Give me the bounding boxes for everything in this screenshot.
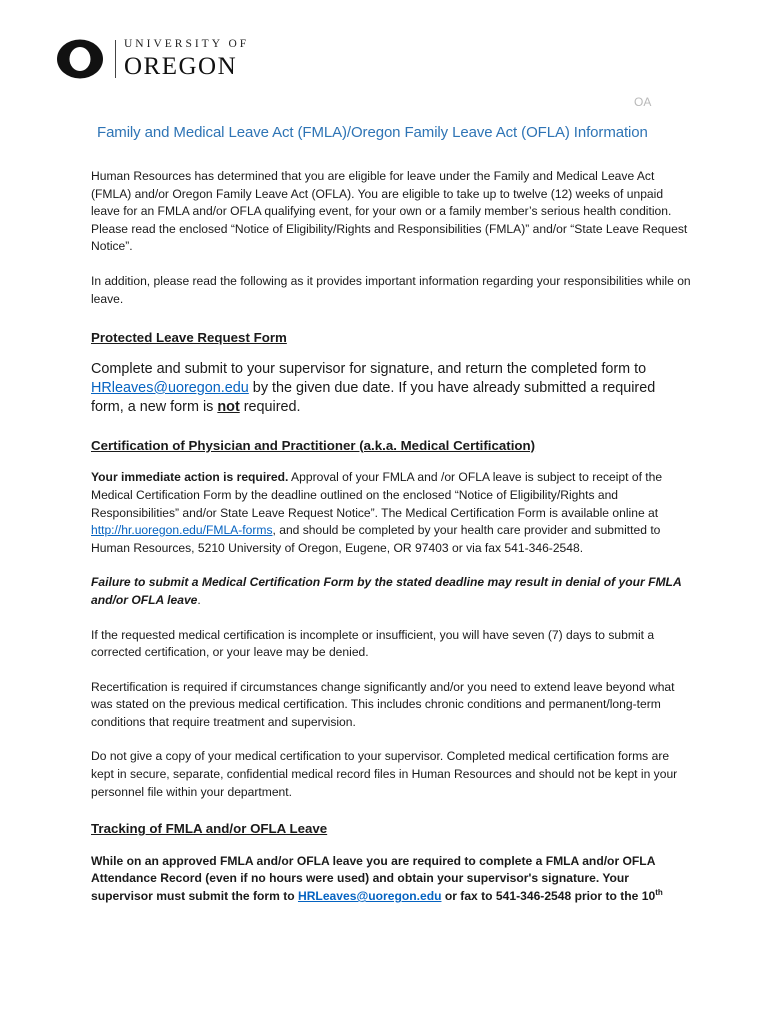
intro-paragraph-2: In addition, please read the following as it provides important information regarding your responsibilities while on leave. [91,273,691,306]
fmla-forms-link[interactable]: http://hr.uoregon.edu/FMLA-forms [91,523,273,538]
medical-certification-heading: Certification of Physician and Practitioner (a.k.a. Medical Certification) [91,437,536,453]
confidentiality-paragraph: Do not give a copy of your medical certification to your supervisor. Completed medical certification forms are kept in secure, separate, confidential medical record files in Human Resources and should not be kept in your personnel file within your department. [91,749,678,799]
emphasis-not: not [217,398,240,415]
protected-leave-text-3: required. [239,398,301,415]
certification-paragraph [91,469,691,557]
university-logo [55,38,249,80]
recertification-paragraph: Recertification is required if circumstances change significantly and/or you need to extend leave beyond what was stated on the previous medical certification. This includes chronic conditions and permanent/long-term conditions that require treatment and supervision. [91,679,675,729]
logo-wordmark [124,39,249,79]
hr-leaves-email-link[interactable]: HRleaves@uoregon.edu [91,379,249,396]
form-code: OA [634,95,652,109]
logo-divider [115,40,116,78]
logo-line-oregon: OREGON [124,52,238,80]
incomplete-certification-paragraph: If the requested medical certification is incomplete or insufficient, you will have seven (7) days to submit a corrected certification, or your leave may be denied. [91,627,655,660]
tracking-paragraph [91,853,691,906]
document-title: Family and Medical Leave Act (FMLA)/Oregon Family Leave Act (OFLA) Information [97,124,648,141]
superscript-th: th [655,888,663,897]
oregon-o-icon [55,38,105,80]
deadline-warning-text: Failure to submit a Medical Certification Form by the stated deadline may result in denial of your FMLA and/or OFLA leave [91,575,682,607]
immediate-action-lead: Your immediate action is required. [91,470,289,485]
intro-paragraph: Human Resources has determined that you are eligible for leave under the Family and Medical Leave Act (FMLA) and/or Oregon Family Leave Act (OFLA). You are eligible to take up to twelve (12) weeks of unpaid leave for an FMLA and/or OFLA qualifying event, for your own or a family member’s serious health condition. Please read the enclosed “Notice of Eligibility/Rights and Responsibilities (FMLA)” and/or “State Leave Request Notice”. [91,169,688,254]
document-body [91,168,691,906]
deadline-warning-period: . [197,592,201,607]
certification-text-1: Approval of your FMLA and /or OFLA leave is subject to receipt of the Medical Certification Form by the deadline outlined on the enclosed “Notice of Eligibility/Rights and Responsibilities” and/or State Leave Request Notice”. The Medical Certification Form is available online at [91,470,663,520]
hr-leaves-email-link-2[interactable]: HRLeaves@uoregon.edu [297,889,442,904]
protected-leave-text-1: Complete and submit to your supervisor for signature, and return the completed form to [91,360,647,377]
deadline-warning [91,574,691,609]
tracking-text-1: While on an approved FMLA and/or OFLA leave you are required to complete a FMLA and/or OFLA Attendance Record (even if no hours were used) and obtain your supervisor's signature. Your supervisor must submit the form to [91,853,655,904]
tracking-text-2: or fax to 541-346-2548 prior to the 10 [441,889,656,904]
tracking-heading: Tracking of FMLA and/or OFLA Leave [91,821,328,837]
certification-text-2: , and should be completed by your health care provider and submitted to Human Resources, 5210 University of Oregon, Eugene, OR 97403 or via fax 541-346-2548. [91,523,661,555]
protected-leave-text-2: by the given due date. If you have already submitted a required form, a new form is [91,379,656,415]
protected-leave-paragraph [91,360,691,417]
protected-leave-heading: Protected Leave Request Form [91,330,287,346]
logo-line-university: UNIVERSITY OF [124,38,250,51]
